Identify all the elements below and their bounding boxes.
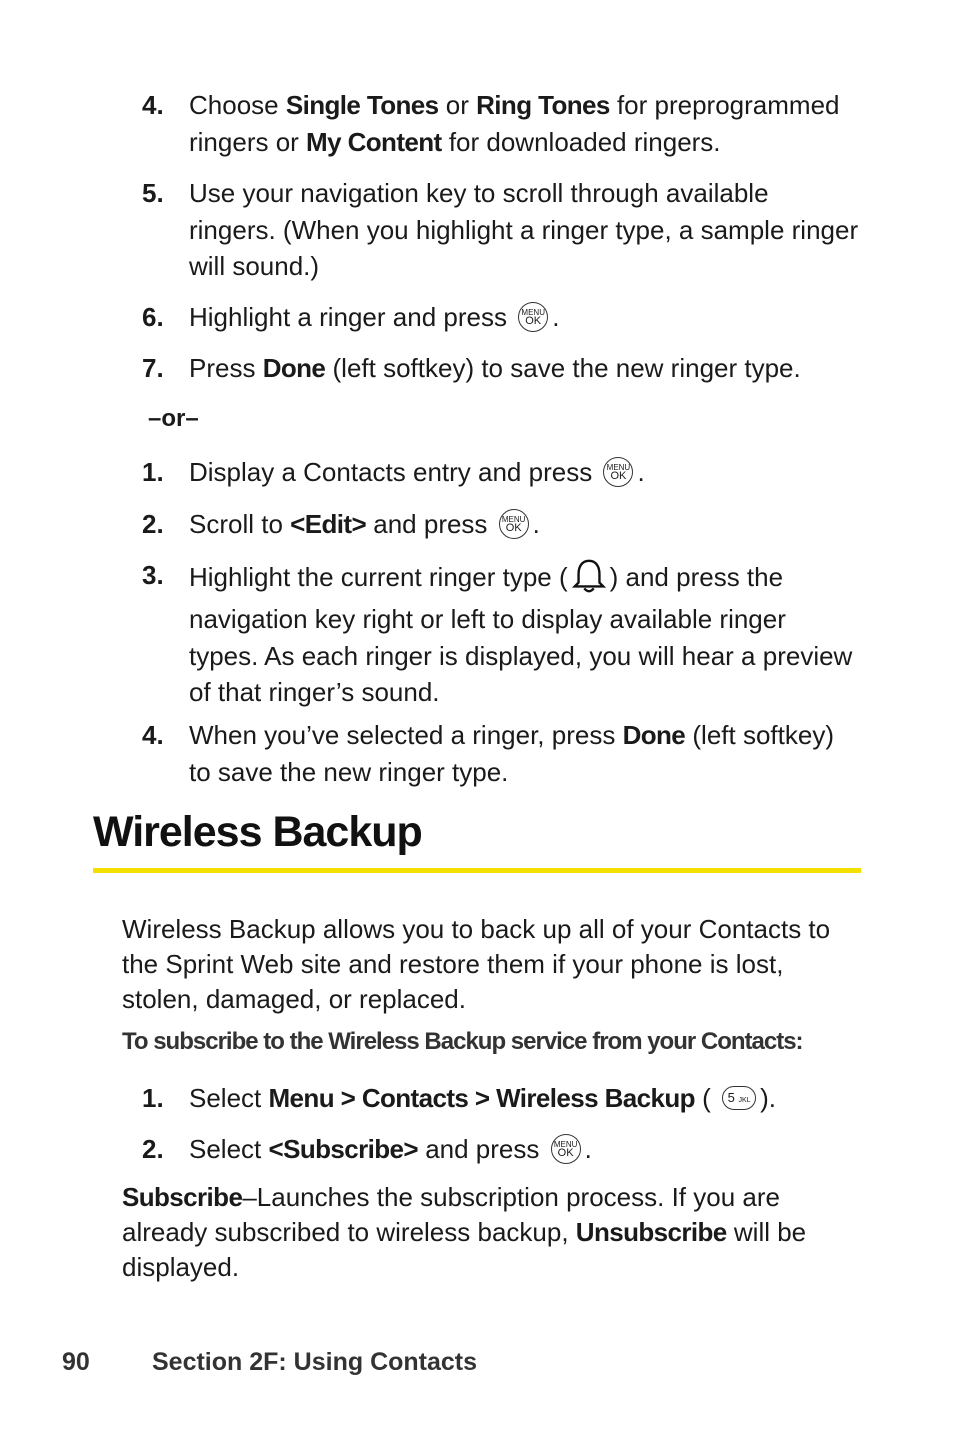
menu-ok-key-icon: MENU OK (518, 302, 548, 332)
key-5-icon: 5 JKL (722, 1086, 756, 1110)
bell-icon (570, 557, 608, 595)
note-paragraph: Subscribe–Launches the subscription process. If you are already subscribed to wireless backup, Unsubscribe will be displayed. (122, 1182, 807, 1282)
or-separator: –or– (148, 405, 199, 432)
subheading: To subscribe to the Wireless Backup service from your Contacts: (122, 1028, 803, 1055)
intro-paragraph: Wireless Backup allows you to back up all of your Contacts to the Sprint Web site and restore them if your phone is lost, stolen, damaged, or replaced. (122, 914, 831, 1014)
menu-ok-key-icon: MENU OK (499, 509, 529, 539)
section-footer: Section 2F: Using Contacts (152, 1348, 478, 1376)
heading-rule (93, 868, 861, 873)
page-number: 90 (62, 1348, 90, 1376)
menu-ok-key-icon: MENU OK (551, 1134, 581, 1164)
section-heading: Wireless Backup (93, 808, 422, 856)
menu-ok-key-icon: MENU OK (603, 457, 633, 487)
